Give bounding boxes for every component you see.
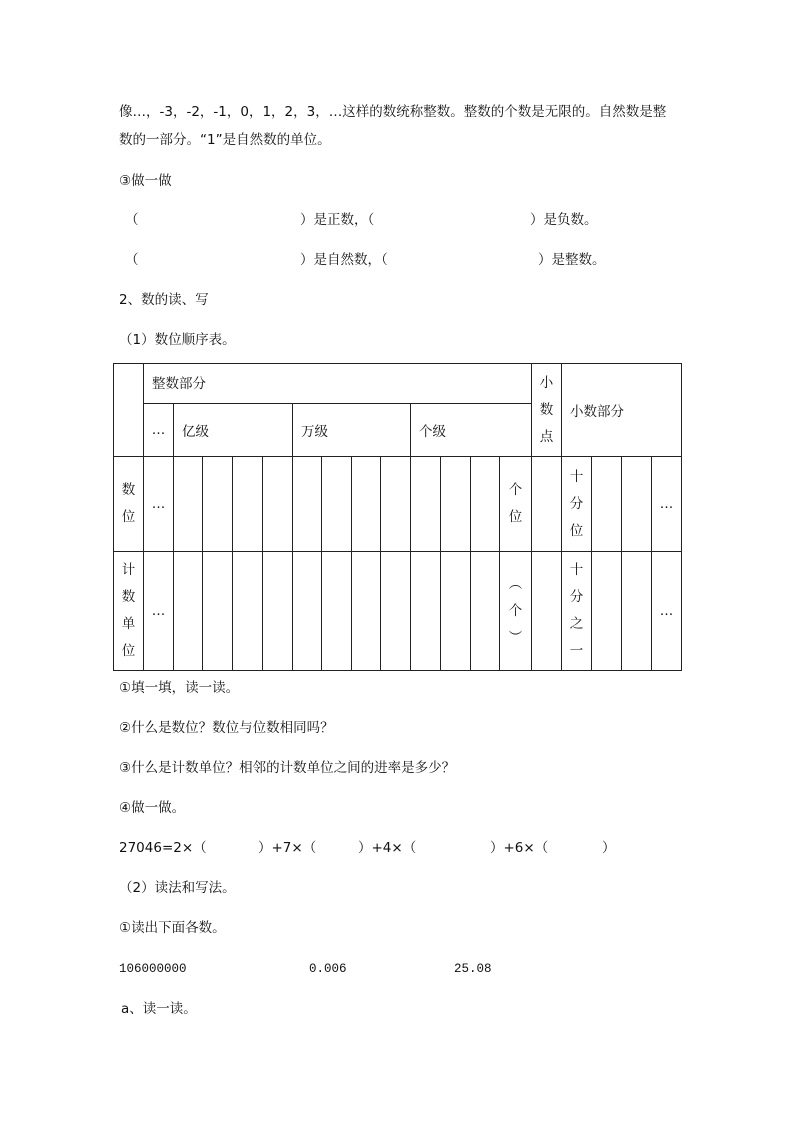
positive-number-label: ）是正数，（ [300,212,375,228]
table-cell [592,457,622,552]
integer-part-header: 整数部分 [144,364,532,404]
table-cell [441,457,471,552]
table-cell [203,552,233,671]
table-cell [532,457,562,552]
table-cell [622,457,652,552]
expansion-part-4: ）+6×（ [490,840,549,856]
table-cell [471,552,500,671]
negative-number-label: ）是负数。 [530,212,598,228]
tenths-place-cell: 十 分 位 [562,457,592,552]
table-cell [263,552,293,671]
question-1: ①填一填，读一读。 [119,680,240,696]
table-cell [322,552,352,671]
reading-writing-title: （2）读法和写法。 [119,880,236,896]
blank-open-1: （ [125,212,139,228]
number-1: 106000000 [119,962,187,976]
decimal-part-header: 小数部分 [562,364,682,457]
place-value-table-title: （1）数位顺序表。 [119,332,236,348]
natural-number-label: ）是自然数，（ [300,252,388,268]
table-cell [233,457,263,552]
table-cell [411,457,441,552]
yi-group-header: 亿级 [174,404,293,457]
intro-line-1: 像…，-3，-2，-1，0，1，2，3，…这样的数统称整数。整数的个数是无限的。自然数是整 [119,104,667,120]
table-cell [174,457,203,552]
wan-group-header: 万级 [293,404,411,457]
table-cell [411,552,441,671]
table-cell [381,457,411,552]
table-cell [381,552,411,671]
table-cell [592,552,622,671]
digit-place-row-label: 数 位 [114,457,144,552]
ones-place-cell: 个 位 [500,457,532,552]
table-cell [441,552,471,671]
unit-one-cell: ︵ 个 ︶ [500,552,532,671]
blank-open-2: （ [125,252,139,268]
table-cell [233,552,263,671]
integer-label: ）是整数。 [538,252,606,268]
question-3: ③什么是计数单位？相邻的计数单位之间的进率是多少？ [119,760,456,776]
unit-tenth-cell: 十 分 之 一 [562,552,592,671]
ellipsis-cell: … [144,404,174,457]
ellipsis-cell: … [144,457,174,552]
number-3: 25.08 [454,962,492,976]
table-cell [532,552,562,671]
question-4: ④做一做。 [119,800,186,816]
section-2-title: 2、数的读、写 [119,292,209,308]
counting-unit-row-label: 计 数 单 位 [114,552,144,671]
table-cell [352,457,381,552]
expansion-part-5: ） [602,840,616,856]
read-aloud-item-a: a、读一读。 [121,1001,197,1017]
place-value-table [113,363,682,671]
expansion-part-3: ）+4×（ [358,840,417,856]
table-cell [263,457,293,552]
expansion-lhs: 27046=2×（ [119,840,207,856]
table-cell [471,457,500,552]
number-2: 0.006 [309,962,347,976]
table-cell [352,552,381,671]
intro-line-2: 数的一部分。“1”是自然数的单位。 [119,132,331,148]
corner-cell [114,364,144,457]
question-2: ②什么是数位？数位与位数相同吗？ [119,720,334,736]
table-cell [174,552,203,671]
table-cell [203,457,233,552]
read-numbers-title: ①读出下面各数。 [119,920,226,936]
practice-title: ③做一做 [119,173,172,189]
ge-group-header: 个级 [411,404,532,457]
table-cell [293,457,322,552]
ellipsis-cell: … [652,457,682,552]
ellipsis-cell: … [652,552,682,671]
expansion-part-2: ）+7×（ [258,840,317,856]
table-cell [293,552,322,671]
decimal-point-header: 小 数 点 [532,364,562,457]
table-cell [322,457,352,552]
table-cell [622,552,652,671]
ellipsis-cell: … [144,552,174,671]
